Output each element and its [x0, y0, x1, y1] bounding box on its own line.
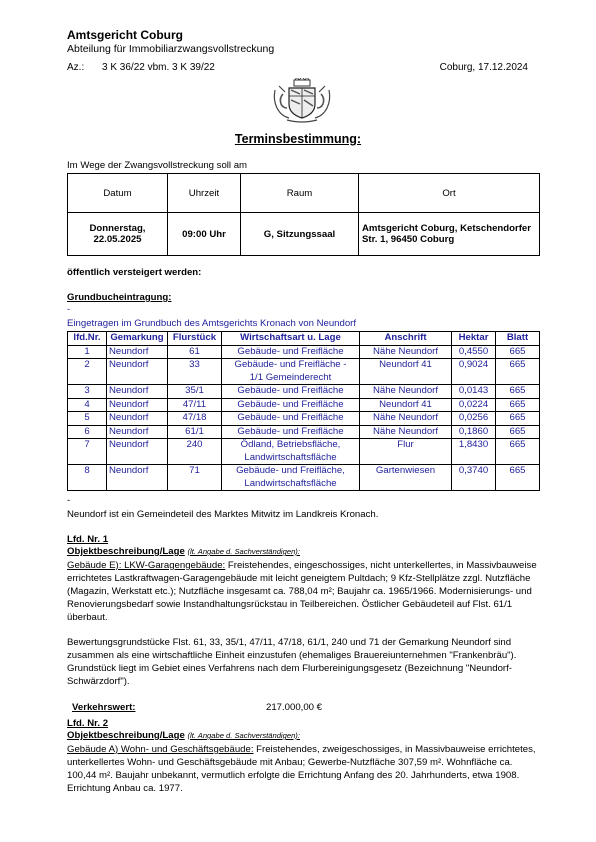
cell-hektar: 0,0224: [452, 398, 496, 412]
termin-place: [359, 213, 540, 256]
cell-anschrift: Nähe Neundorf: [360, 345, 452, 359]
cell-wirtschaftsart: [222, 439, 360, 465]
grundbuch-row: [68, 345, 540, 359]
cell-hektar: 0,3740: [452, 465, 496, 491]
lfd2-objekt-note: (lt. Angabe d. Sachverständigen):: [187, 731, 300, 740]
cell-wirtschaftsart: [222, 465, 360, 491]
grundbuch-dash-2: -: [67, 495, 71, 506]
cell-anschrift: Flur: [360, 439, 452, 465]
cell-gemarkung: Neundorf: [107, 398, 168, 412]
cell-blatt: 665: [496, 465, 540, 491]
grundbuch-row: [68, 465, 540, 491]
termin-header-time: Uhrzeit: [168, 174, 241, 213]
cell-blatt: 665: [496, 345, 540, 359]
grundbuch-heading: Grundbucheintragung:: [67, 292, 172, 303]
wirtschaftsart-line1: Gebäude- und Freifläche: [237, 412, 344, 423]
termin-date-value: 22.05.2025: [93, 234, 142, 245]
termin-date: [68, 213, 168, 256]
lfd2-objekt: [67, 730, 300, 741]
auction-text: öffentlich versteigert werden:: [67, 267, 202, 278]
cell-anschrift: Neundorf 41: [360, 398, 452, 412]
cell-blatt: 665: [496, 425, 540, 439]
department: Abteilung für Immobiliarzwangsvollstreckung: [67, 43, 275, 55]
cell-wirtschaftsart: [222, 398, 360, 412]
cell-gemarkung: Neundorf: [107, 345, 168, 359]
col-anschrift: Anschrift: [360, 332, 452, 346]
lfd2-text: Freistehendes, zweigeschossiges, in Massivbauweise errichtetes, unterkellertes Wohn- und Geschäftsgebäude mit Anbau; Gewerbe-Nutzfläche 307,59 m². Wohnfläche ca. 100,44 m². Baujahr unbekannt, vermutlich erfolgte die Errichtung Anfang des 20. Jahrhunderts, etwa 1908. Errichtung Anbau ca. 1977.: [67, 744, 536, 794]
wirtschaftsart-line1: Gebäude- und Freifläche: [237, 345, 344, 357]
page-title: Terminsbestimmung:: [234, 132, 362, 146]
cell-gemarkung: Neundorf: [107, 359, 168, 385]
cell-gemarkung: Neundorf: [107, 385, 168, 399]
cell-hektar: 0,0143: [452, 385, 496, 399]
intro-text: Im Wege der Zwangsvollstreckung soll am: [67, 160, 248, 171]
cell-blatt: 665: [496, 439, 540, 465]
cell-nr: 6: [68, 425, 107, 439]
cell-nr: 8: [68, 465, 107, 491]
termin-header-room: Raum: [241, 174, 359, 213]
date-place: Coburg, 17.12.2024: [439, 62, 528, 73]
grundbuch-row: [68, 359, 540, 385]
lfd1-objekt-label: Objektbeschreibung/Lage: [67, 546, 185, 557]
wirtschaftsart-line1: Gebäude- und Freifläche: [237, 398, 344, 410]
coat-of-arms-seal: [271, 78, 333, 124]
cell-blatt: 665: [496, 412, 540, 426]
lfd1-objekt: [67, 546, 300, 557]
cell-wirtschaftsart: [222, 345, 360, 359]
grundbuch-table: [67, 331, 540, 491]
cell-nr: 2: [68, 359, 107, 385]
cell-flurstueck: 71: [168, 465, 222, 491]
lfd2-description: [67, 743, 537, 795]
termin-place-line1: Amtsgericht Coburg, Ketschendorfer: [362, 223, 531, 234]
cell-gemarkung: Neundorf: [107, 439, 168, 465]
wirtschaftsart-line1: Gebäude- und Freifläche,: [236, 465, 345, 476]
cell-nr: 5: [68, 412, 107, 426]
lfd1-gebaeude-label: Gebäude E): LKW-Garagengebäude:: [67, 560, 226, 571]
cell-anschrift: Neundorf 41: [360, 359, 452, 385]
termin-header-place: Ort: [359, 174, 540, 213]
grundbuch-row: [68, 425, 540, 439]
termin-room: G, Sitzungssaal: [241, 213, 359, 256]
cell-blatt: 665: [496, 359, 540, 385]
az-label: Az.:: [67, 62, 85, 73]
court-name: Amtsgericht Coburg: [67, 28, 184, 42]
grundbuch-row: [68, 439, 540, 465]
cell-anschrift: Gartenwiesen: [360, 465, 452, 491]
wirtschaftsart-line1: Gebäude- und Freifläche -: [234, 359, 347, 370]
cell-wirtschaftsart: [222, 359, 360, 385]
lfd1-text2: Bewertungsgrundstücke Flst. 61, 33, 35/1, 47/11, 47/18, 61/1, 240 und 71 der Gemarkung Neundorf sind zusammen als eine wirtschaftliche Einheit einzustufen (ehemaliges Brauereiunternehmen "Frankenbräu"). Grundstück liegt im Gebiet eines Verfahrens nach dem Flurbereinigungsgesetz (Bezeichnung "Neundorf-Schwärzdorf").: [67, 637, 517, 687]
termin-time: 09:00 Uhr: [168, 213, 241, 256]
wirtschaftsart-line2: Landwirtschaftsfläche: [244, 451, 337, 463]
wirtschaftsart-line1: Ödland, Betriebsfläche,: [240, 439, 341, 450]
lfd2-gebaeude-label: Gebäude A) Wohn- und Geschäftsgebäude:: [67, 744, 254, 755]
grundbuch-dash: -: [67, 304, 71, 315]
cell-hektar: 0,9024: [452, 359, 496, 385]
verkehrswert-label: Verkehrswert:: [72, 702, 136, 713]
cell-flurstueck: 47/18: [168, 412, 222, 426]
col-flurstueck: Flurstück: [168, 332, 222, 346]
wirtschaftsart-line1: Gebäude- und Freifläche: [237, 385, 344, 396]
wirtschaftsart-line2: 1/1 Gemeinderecht: [249, 371, 332, 383]
grundbuch-note: Neundorf ist ein Gemeindeteil des Marktes Mitwitz im Landkreis Kronach.: [67, 509, 379, 520]
lfd1-text: Freistehendes, eingeschossiges, nicht unterkellertes, in Massivbauweise errichtetes Lastkraftwagen-Garagengebäude mit leicht geneigtem Pultdach; 9 Kfz-Stellplätze zzgl. Nutzfläche (Magazin, Werkstatt etc.); Nutzfläche insgesamt ca. 788,04 m²; Baujahr ca. 1965/1966. Modernisierungs- und Renovierungsbedarf sowie Instandhaltungsrückstau in Teilbereichen. Östlicher Gebäudeteil auf Flst. 61/1 überbaut.: [67, 560, 537, 623]
cell-nr: 7: [68, 439, 107, 465]
cell-gemarkung: Neundorf: [107, 412, 168, 426]
col-blatt: Blatt: [496, 332, 540, 346]
lfd2-title: Lfd. Nr. 2: [67, 718, 109, 729]
termin-place-line2: Str. 1, 96450 Coburg: [362, 234, 455, 245]
cell-flurstueck: 47/11: [168, 398, 222, 412]
cell-flurstueck: 240: [168, 439, 222, 465]
cell-flurstueck: 61/1: [168, 425, 222, 439]
cell-gemarkung: Neundorf: [107, 425, 168, 439]
cell-hektar: 0,0256: [452, 412, 496, 426]
cell-nr: 4: [68, 398, 107, 412]
cell-anschrift: Nähe Neundorf: [360, 385, 452, 399]
cell-anschrift: Nähe Neundorf: [360, 412, 452, 426]
cell-anschrift: Nähe Neundorf: [360, 425, 452, 439]
grundbuch-row: [68, 385, 540, 399]
cell-wirtschaftsart: [222, 412, 360, 426]
cell-hektar: 0,1860: [452, 425, 496, 439]
az-value: 3 K 36/22 vbm. 3 K 39/22: [102, 62, 215, 73]
termin-header-date: Datum: [68, 174, 168, 213]
lfd1-description: [67, 559, 537, 624]
col-gemarkung: Gemarkung: [107, 332, 168, 346]
grundbuch-row: [68, 412, 540, 426]
grundbuch-registered: Eingetragen im Grundbuch des Amtsgerichts Kronach von Neundorf: [67, 318, 357, 329]
col-nr: lfd.Nr.: [68, 332, 107, 346]
cell-nr: 3: [68, 385, 107, 399]
col-hektar: Hektar: [452, 332, 496, 346]
wirtschaftsart-line1: Gebäude- und Freifläche: [237, 425, 344, 437]
cell-blatt: 665: [496, 385, 540, 399]
cell-flurstueck: 35/1: [168, 385, 222, 399]
cell-nr: 1: [68, 345, 107, 359]
cell-wirtschaftsart: [222, 385, 360, 399]
cell-gemarkung: Neundorf: [107, 465, 168, 491]
verkehrswert-value: 217.000,00 €: [266, 702, 323, 713]
termin-date-weekday: Donnerstag,: [89, 223, 146, 234]
cell-wirtschaftsart: [222, 425, 360, 439]
termin-table: [67, 173, 540, 256]
grundbuch-row: [68, 398, 540, 412]
col-wirtschaftsart: Wirtschaftsart u. Lage: [222, 332, 360, 346]
cell-hektar: 0,4550: [452, 345, 496, 359]
cell-hektar: 1,8430: [452, 439, 496, 465]
cell-flurstueck: 61: [168, 345, 222, 359]
wirtschaftsart-line2: Landwirtschaftsfläche: [244, 477, 337, 489]
cell-flurstueck: 33: [168, 359, 222, 385]
lfd1-objekt-note: (lt. Angabe d. Sachverständigen):: [187, 547, 300, 556]
cell-blatt: 665: [496, 398, 540, 412]
lfd1-title: Lfd. Nr. 1: [67, 534, 109, 545]
lfd2-objekt-label: Objektbeschreibung/Lage: [67, 730, 185, 741]
